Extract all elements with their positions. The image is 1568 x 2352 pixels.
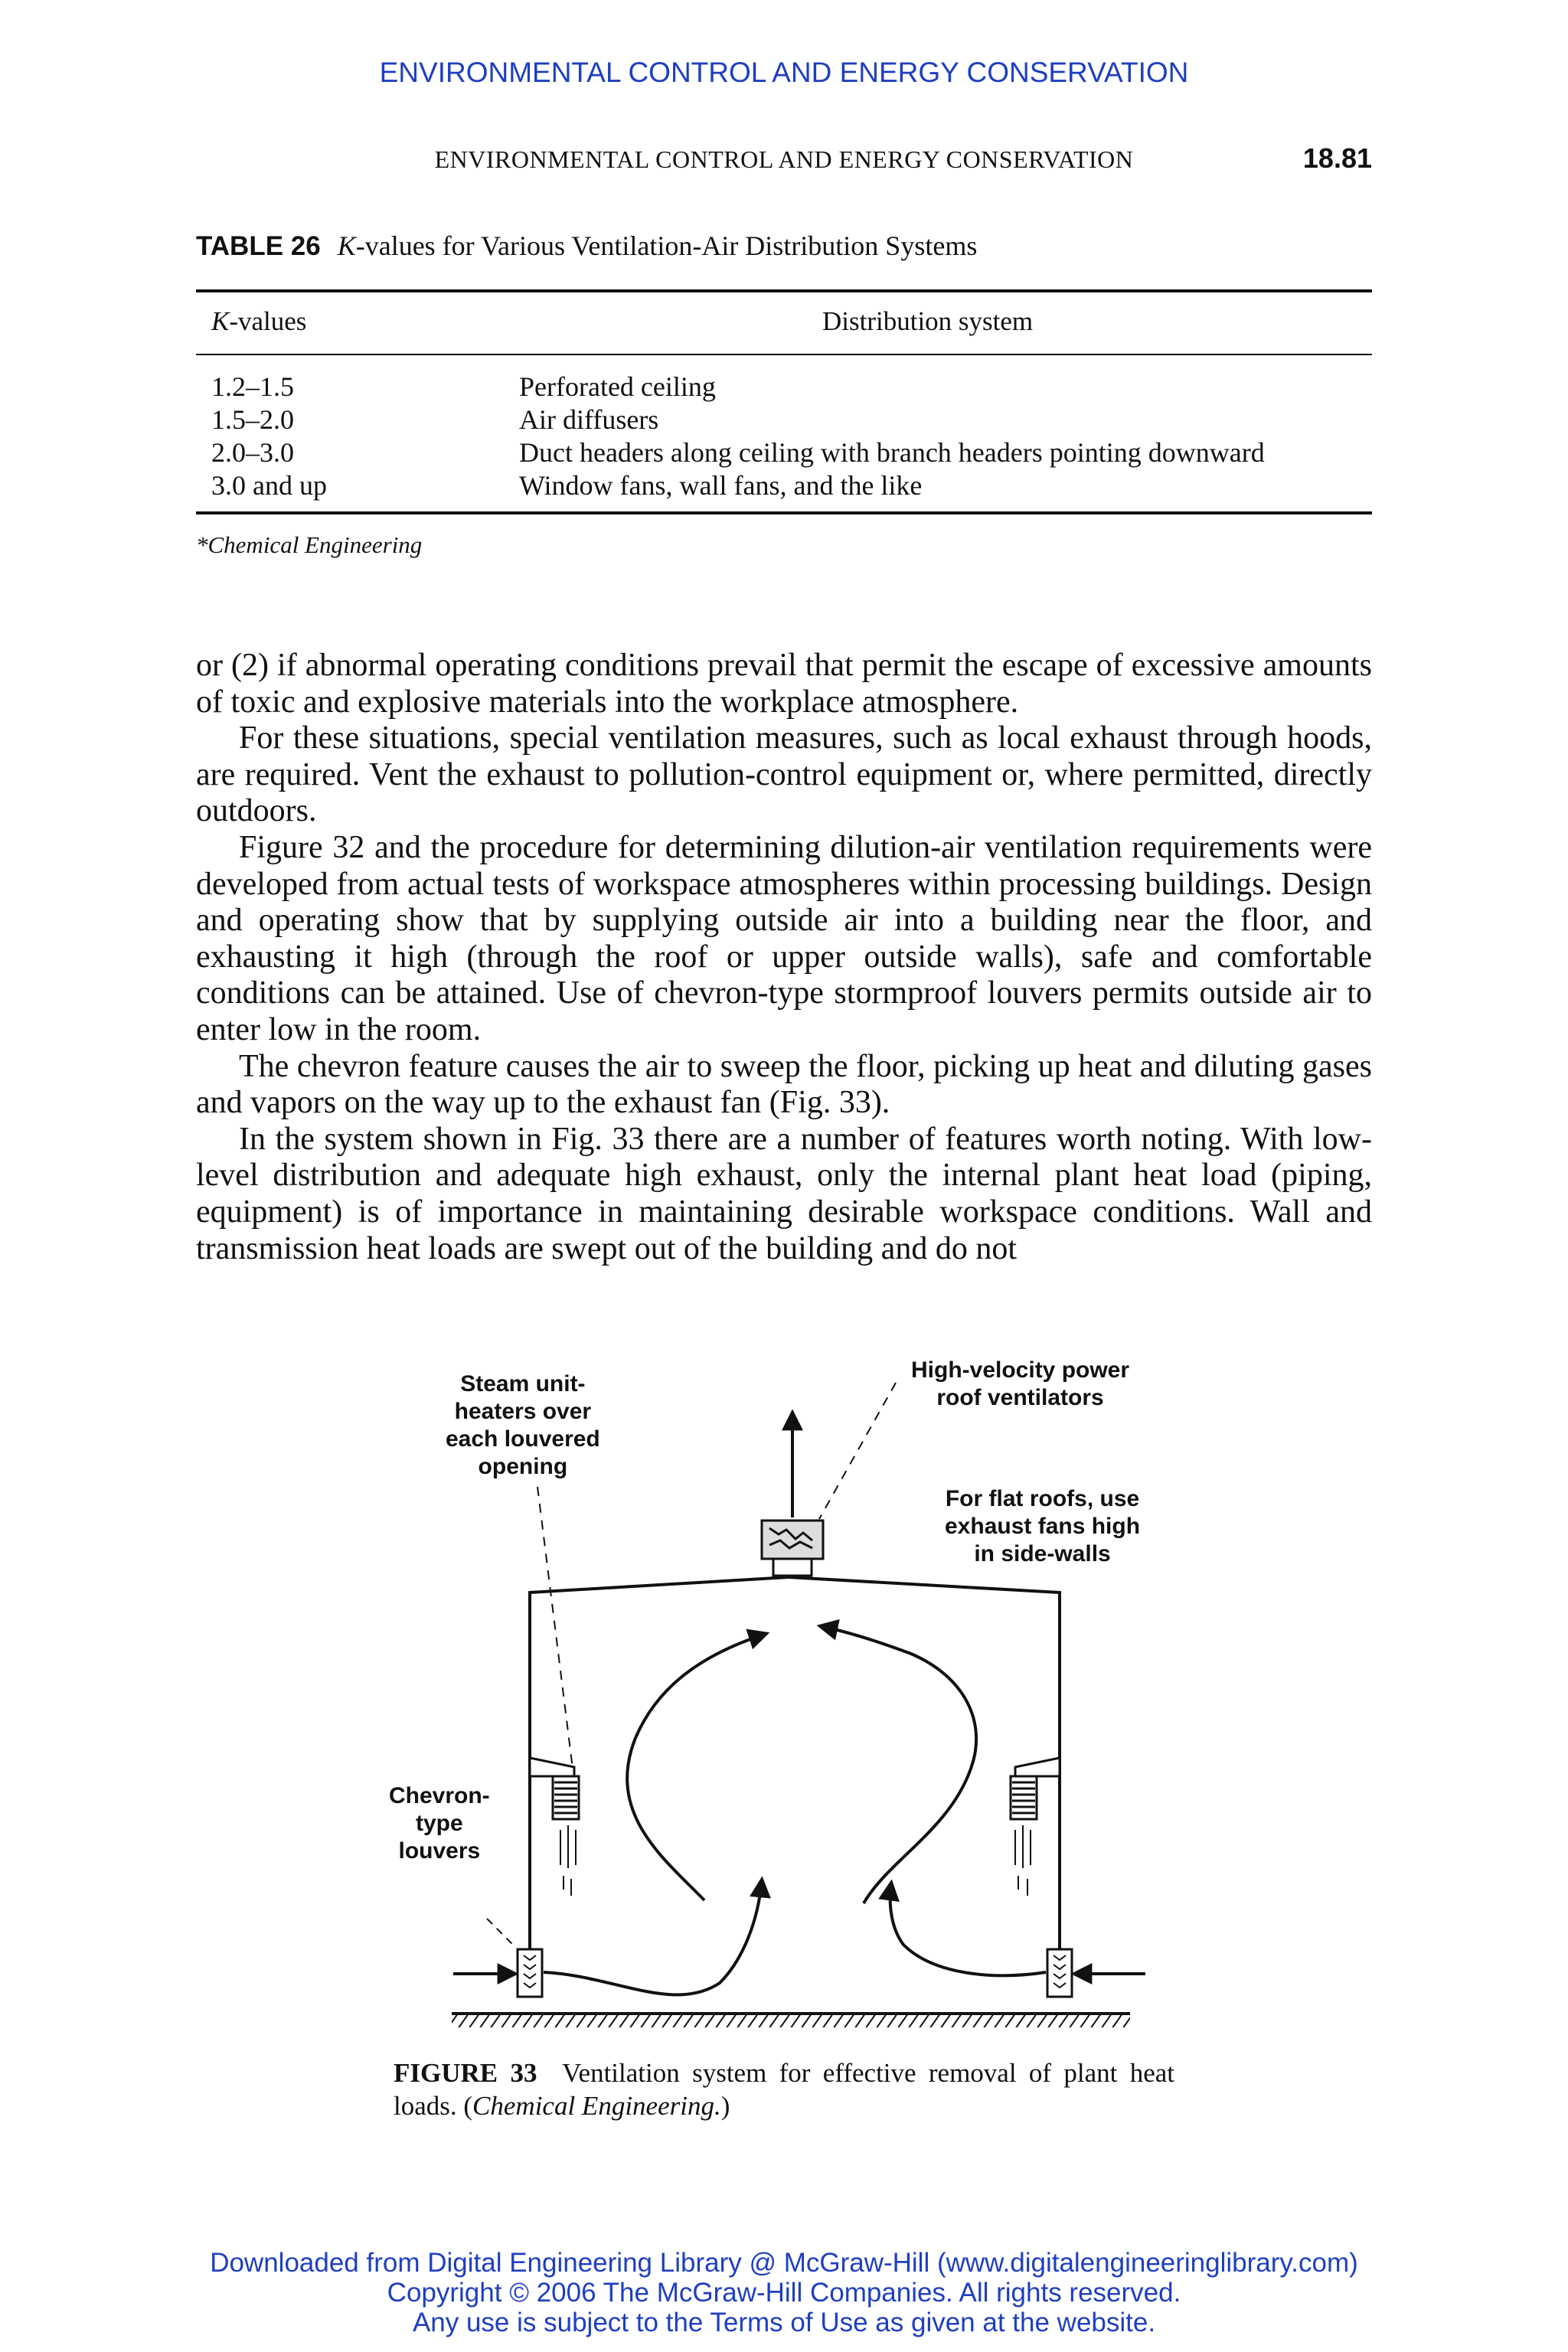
table-bottom-rule <box>196 511 1372 514</box>
running-head: ENVIRONMENTAL CONTROL AND ENERGY CONSERVATION <box>379 57 1189 88</box>
table-header-rule <box>196 354 1372 355</box>
label-line: type <box>416 1811 463 1836</box>
chevron-louver-right <box>1047 1949 1072 1997</box>
label-line: each louvered <box>446 1426 600 1452</box>
label-flat-roofs <box>945 1485 1140 1568</box>
paragraph: Figure 32 and the procedure for determining dilution-air ventilation requirements were developed from actual tests of workspace atmospheres within processing buildings. Design and operating show that by supplying outside air into a building near the floor, and exhausting it high (through the roof or upper outside walls), safe and comfortable conditions can be attained. Use of chevron-type stormproof louvers permits outside air to enter low in the room. <box>196 829 1372 1047</box>
column-header-kvalues <box>211 306 306 337</box>
label-roof-ventilators <box>911 1357 1129 1412</box>
unit-heater-right <box>1011 1758 1060 1896</box>
table-footnote: *Chemical Engineering <box>196 531 423 558</box>
header-title: ENVIRONMENTAL CONTROL AND ENERGY CONSERVATION <box>434 145 1134 173</box>
distribution-system: Air diffusers <box>519 404 659 435</box>
building-outline <box>530 1577 1060 1995</box>
airflow-center <box>775 1723 819 1770</box>
table-top-rule <box>196 289 1372 292</box>
k-value: 2.0–3.0 <box>211 437 294 468</box>
leader-roof-vent <box>819 1383 896 1519</box>
page-header <box>196 142 1372 181</box>
page-number: 18.81 <box>1302 142 1372 174</box>
figure-caption-end: ) <box>720 2091 730 2121</box>
paragraph: For these situations, special ventilation measures, such as local exhaust through hoods, are required. Vent the exhaust to pollution-control equipment or, where permitted, directly outdoors. <box>196 720 1372 829</box>
label-line: Steam unit- <box>460 1371 586 1396</box>
label-line: opening <box>478 1454 568 1479</box>
label-line: heaters over <box>454 1399 592 1424</box>
table-title-k: K <box>337 230 356 261</box>
body-text <box>196 648 1372 1267</box>
label-line: roof ventilators <box>936 1385 1104 1410</box>
k-value: 1.5–2.0 <box>211 404 294 435</box>
footer-line: Any use is subject to the Terms of Use as given at the website. <box>412 2308 1156 2337</box>
footer-line: Downloaded from Digital Engineering Library @ McGraw-Hill (www.digitalengineeringlibrary.com) <box>210 2248 1358 2278</box>
label-line: louvers <box>398 1838 481 1864</box>
unit-heater-left <box>530 1758 579 1896</box>
table-title: -values for Various Ventilation-Air Distribution Systems <box>355 230 978 261</box>
paragraph: In the system shown in Fig. 33 there are a number of features worth noting. With low-level distribution and adequate high exhaust, only the internal plant heat load (piping, equipment) is of importance in maintaining desirable workspace conditions. Wall and transmission heat loads are swept out of the building and do not <box>196 1121 1372 1266</box>
leader-steam-heater <box>537 1487 573 1769</box>
figure-caption <box>394 2056 1174 2122</box>
col-k-italic: K <box>211 306 230 336</box>
column-header-system: Distribution system <box>822 306 1034 336</box>
table-caption <box>196 230 977 262</box>
k-value: 3.0 and up <box>211 470 327 501</box>
paragraph: The chevron feature causes the air to sweep the floor, picking up heat and diluting gases and vapors on the way up to the exhaust fan (Fig. 33). <box>196 1048 1372 1121</box>
figure-label: FIGURE 33 <box>394 2058 537 2088</box>
distribution-system: Perforated ceiling <box>519 371 716 402</box>
label-chevron-louvers <box>389 1782 490 1865</box>
label-line: For flat roofs, use <box>945 1486 1140 1511</box>
table-label: TABLE 26 <box>196 231 321 261</box>
figure-caption-source: Chemical Engineering. <box>472 2091 721 2121</box>
airflow-left-floor <box>544 1880 762 1994</box>
download-footer <box>0 2248 1568 2337</box>
label-line: Chevron- <box>389 1783 490 1808</box>
distribution-system: Duct headers along ceiling with branch headers pointing downward <box>519 437 1265 468</box>
k-value: 1.2–1.5 <box>211 371 294 402</box>
chevron-louver-left <box>518 1949 542 1997</box>
roof-ventilator <box>762 1521 823 1576</box>
airflow-right-up <box>821 1626 976 1903</box>
distribution-system: Window fans, wall fans, and the like <box>519 470 923 501</box>
col-k-rest: -values <box>229 306 307 336</box>
ground-hatch <box>452 2014 1130 2027</box>
figure-caption-text: Ventilation system for effective removal of plant heat loads. ( <box>394 2058 1175 2121</box>
footer-line: Copyright © 2006 The McGraw-Hill Companies. All rights reserved. <box>387 2278 1181 2308</box>
figure-33 <box>383 1340 1194 2029</box>
label-steam-unit-heaters <box>446 1370 600 1481</box>
paragraph: or (2) if abnormal operating conditions prevail that permit the escape of excessive amounts of toxic and explosive materials into the workplace atmosphere. <box>196 648 1372 720</box>
label-line: High-velocity power <box>911 1357 1130 1383</box>
leader-louvers <box>487 1919 514 1946</box>
airflow-right-floor <box>890 1883 1046 1975</box>
label-line: in side-walls <box>974 1541 1111 1566</box>
label-line: exhaust fans high <box>945 1514 1141 1539</box>
airflow-left-up <box>627 1634 766 1900</box>
